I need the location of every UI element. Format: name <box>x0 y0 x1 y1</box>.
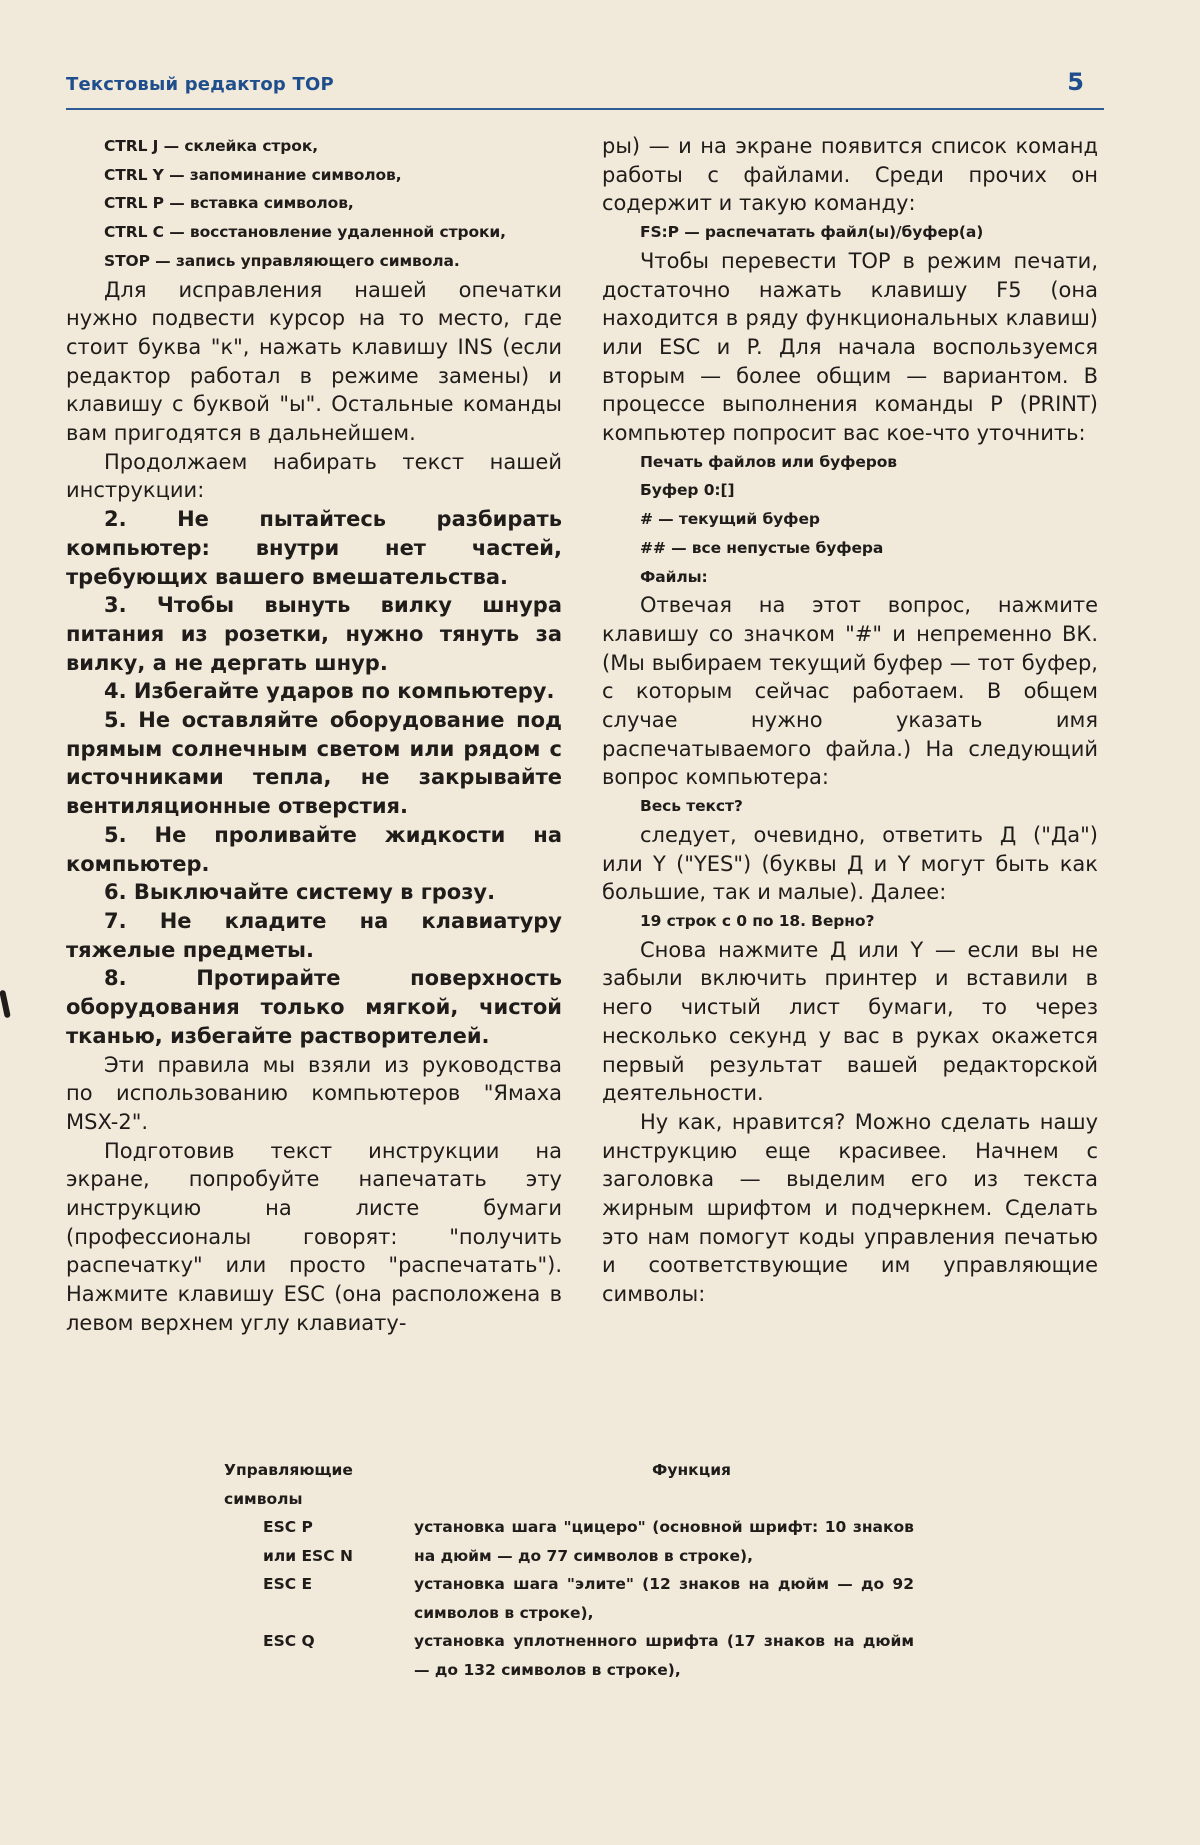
paragraph: следует, очевидно, ответить Д ("Да") или Y ("YES") (буквы Д и Y могут быть как большие, так и малые). Далее: <box>602 822 1098 905</box>
page-header <box>66 66 1104 110</box>
paragraph: Чтобы перевести TOP в режим печати, достаточно нажать клавишу F5 (она находится в ряду функциональных клавиш) или ESC и P. Для начала воспользуемся вторым — более общим — вариантом. В процессе выполнения команды P (PRINT) компьютер попросит вас кое-что уточнить: <box>602 248 1098 446</box>
command-line: 19 строк с 0 по 18. Верно? <box>640 911 875 930</box>
paragraph: 3. Чтобы вынуть вилку шнура питания из розетки, нужно тянуть за вилку, а не дергать шнур. <box>66 593 562 675</box>
function-description: установка шага "цицеро" (основной шрифт: 10 знаков на дюйм — до 77 символов в строке), <box>414 1518 914 1565</box>
command-line: STOP — запись управляющего символа. <box>104 251 460 270</box>
paragraph: 8. Протирайте поверхность оборудования только мягкой, чистой тканью, избегайте растворителей. <box>66 966 562 1048</box>
paragraph: Подготовив текст инструкции на экране, попробуйте напечатать эту инструкцию на листе бумаги (профессионалы говорят: "получить распечатку" или просто "распечатать"). Нажмите клавишу ESC (она расположена в левом верхнем углу клавиату- <box>66 1138 562 1335</box>
command-line: CTRL J — склейка строк, <box>104 137 319 155</box>
table-header-symbols: Управляющие символы <box>224 1461 353 1508</box>
command-line: # — текущий буфер <box>640 510 820 529</box>
control-symbol: ESC P или ESC N <box>263 1518 353 1565</box>
function-description: установка шага "элите" (12 знаков на дюйм — до 92 символов в строке), <box>414 1575 914 1622</box>
command-line: CTRL P — вставка символов, <box>104 194 354 213</box>
right-column <box>602 132 1098 1309</box>
header-rule <box>66 108 1104 110</box>
paragraph: ры) — и на экране появится список команд работы с файлами. Среди прочих он содержит и такую команду: <box>602 134 1098 216</box>
paragraph: 5. Не проливайте жидкости на компьютер. <box>66 822 562 876</box>
command-line: FS:P — распечатать файл(ы)/буфер(а) <box>640 223 984 242</box>
paragraph: 5. Не оставляйте оборудование под прямым солнечным светом или рядом с источниками тепла, не закрывайте вентиляционные отверстия. <box>66 708 562 819</box>
table-row <box>224 1570 984 1627</box>
left-column <box>66 132 562 1338</box>
command-line: Буфер 0:[] <box>640 481 735 500</box>
paragraph: Продолжаем набирать текст нашей инструкции: <box>66 449 562 503</box>
paragraph: Эти правила мы взяли из руководства по использованию компьютеров "Ямаха MSX-2". <box>66 1052 562 1134</box>
function-description: установка уплотненного шрифта (17 знаков на дюйм — до 132 символов в строке), <box>414 1632 914 1679</box>
paragraph: 2. Не пытайтесь разбирать компьютер: внутри нет частей, требующих вашего вмешательства. <box>66 507 562 589</box>
margin-mark <box>0 990 11 1019</box>
command-line: Печать файлов или буферов <box>640 452 898 471</box>
running-title: Текстовый редактор TOP <box>66 74 334 95</box>
paragraph: Ну как, нравится? Можно сделать нашу инструкцию еще красивее. Начнем с заголовка — выделим его из текста жирным шрифтом и подчеркнем. Сделать это нам помогут коды управления печатью и соответствующие им управляющие символы: <box>602 1109 1098 1307</box>
command-line: CTRL Y — запоминание символов, <box>104 165 402 184</box>
command-line: CTRL C — восстановление удаленной строки, <box>104 223 506 242</box>
control-symbol: ESC Q <box>263 1632 315 1650</box>
table-row <box>224 1513 984 1570</box>
command-line: Файлы: <box>640 567 708 586</box>
table-header-function: Функция <box>652 1461 732 1479</box>
paragraph: Для исправления нашей опечатки нужно подвести курсор на то место, где стоит буква "к", нажать клавишу INS (если редактор работал в режиме замены) и клавишу с буквой "ы". Остальные команды вам пригодятся в дальнейшем. <box>66 277 562 446</box>
paragraph: 4. Избегайте ударов по компьютеру. <box>104 679 555 704</box>
control-symbol: ESC E <box>263 1575 313 1593</box>
page-number: 5 <box>1067 68 1084 96</box>
paragraph: 6. Выключайте систему в грозу. <box>104 880 496 905</box>
table-row <box>224 1627 984 1684</box>
command-line: Весь текст? <box>640 797 743 816</box>
command-line: ## — все непустые буфера <box>640 538 884 557</box>
table-body <box>224 1513 984 1684</box>
paragraph: Снова нажмите Д или Y — если вы не забыли включить принтер и вставили в него чистый лист бумаги, то через несколько секунд у вас в руках окажется первый результат вашей редакторской деятельности. <box>602 937 1098 1106</box>
paragraph: Отвечая на этот вопрос, нажмите клавишу со значком "#" и непременно ВК. (Мы выбираем текущий буфер — тот буфер, с которым сейчас работаем. В общем случае нужно указать имя распечатываемого файла.) На следующий вопрос компьютера: <box>602 593 1098 790</box>
paragraph: 7. Не кладите на клавиатуру тяжелые предметы. <box>66 908 562 962</box>
